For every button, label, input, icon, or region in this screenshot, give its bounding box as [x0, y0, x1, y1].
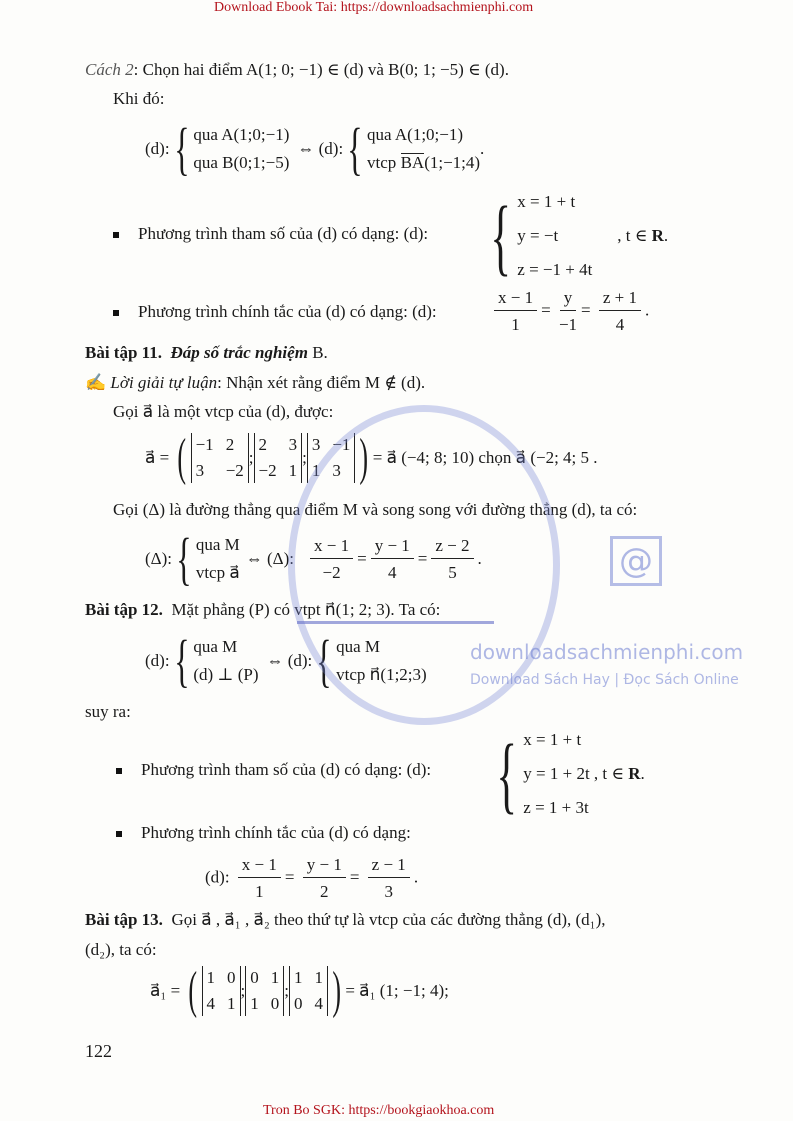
exercise-13-line2: (d₂), ta có:: [85, 940, 157, 959]
sys1-row: qua A(1;0;−1): [367, 125, 464, 144]
determinant: 2 3 −2 1: [254, 433, 303, 483]
determinant: 3 −1 1 3: [307, 433, 356, 483]
bullet-icon: [113, 310, 119, 316]
goi-a-text: Gọi a⃗ là một vtcp của (d), được:: [113, 402, 334, 421]
eq-y: y = −t: [517, 226, 559, 245]
bullet3-text: Phương trình tham số của (d) có dạng: (d):: [141, 760, 432, 779]
numerator: y: [560, 288, 577, 311]
page-number: 122: [85, 1041, 112, 1061]
watermark-at-icon: @: [610, 536, 662, 586]
watermark-underline: [297, 621, 494, 624]
exercise-12-heading: Bài tập 12. Mặt phẳng (P) có vtpt n⃗(1; 2; 3). Ta có:: [85, 600, 441, 619]
brace: {: [173, 116, 190, 181]
bullet4-text: Phương trình chính tắc của (d) có dạng:: [141, 823, 411, 842]
cach2-text: : Chọn hai điểm A(1; 0; −1) ∈ (d) và B(0; 1; −5) ∈ (d).: [133, 60, 509, 79]
sys1-lhs: (d):: [145, 139, 170, 158]
exercise-13-heading: Bài tập 13. Gọi a⃗ , a⃗₁ , a⃗₂ theo thứ tự là vtcp của các đường thẳng (d), (d₁),: [85, 910, 606, 929]
sys1-row: qua B(0;1;−5): [193, 153, 290, 172]
system-d-two-points: [145, 116, 485, 181]
denominator: 1: [511, 315, 520, 334]
footer-link[interactable]: Tron Bo SGK: https://bookgiaokhoa.com: [263, 1103, 495, 1118]
period: .: [480, 139, 485, 158]
determinant: −1 2 3 −2: [191, 433, 249, 483]
eq-z: z = −1 + 4t: [517, 260, 593, 279]
cach2-label: Cách 2: [85, 60, 134, 79]
khi-do: Khi đó:: [113, 89, 165, 108]
loi-giai-line: ✍ Lời giải tự luận: Nhận xét rằng điểm M ∉ (d).: [85, 373, 426, 392]
sys1-row: qua A(1;0;−1): [193, 125, 290, 144]
system-d-12: (d): { qua M (d) ⊥ (P) ⇔ (d): { qua M vtcp n⃗(1;2;3): [145, 628, 427, 693]
watermark-slogan: Download Sách Hay | Đọc Sách Online: [470, 672, 739, 688]
goi-delta-text: Gọi (Δ) là đường thẳng qua điểm M và song song với đường thẳng (d), ta có:: [113, 500, 638, 519]
param-cond: , t ∈ R.: [617, 226, 669, 245]
system-delta: (Δ): { qua M vtcp a⃗ ⇔ (Δ): $\frac{x - 1}{-2}$ = $\frac{y - 1}{4}$ = $\frac{z - 2}{5}$ .: [145, 526, 482, 591]
vector-ba: BA: [400, 153, 425, 172]
brace: {: [347, 116, 363, 181]
header-download-link[interactable]: Download Ebook Tai: https://downloadsachmienphi.com: [214, 0, 534, 15]
exercise-11-heading: Bài tập 11. Đáp số trắc nghiệm B.: [85, 343, 328, 362]
bullet-icon: [116, 768, 122, 774]
matrix-a1-equation: a⃗₁ = ( 1 0 4 1 ; 0 1 1 0 ; 1 1 0 4 ) = a⃗₁ (1; −1; 4);: [150, 962, 449, 1019]
watermark-site: downloadsachmienphi.com: [470, 640, 744, 664]
numerator: x − 1: [494, 288, 537, 311]
system-parametric-1: [484, 188, 669, 284]
bullet2-text: Phương trình chính tắc của (d) có dạng: (d):: [138, 302, 437, 321]
numerator: z + 1: [599, 288, 641, 311]
canonical-eq-2: (d): $\frac{x - 1}{1}$ = $\frac{y - 1}{2}$ = $\frac{z - 1}{3}$ .: [205, 855, 419, 901]
equiv-sign: ⇔ (d):: [297, 139, 344, 158]
cach2-line: [85, 60, 509, 80]
pen-icon: ✍: [85, 373, 107, 392]
bullet-icon: [116, 831, 122, 837]
sys1-row: vtcp BA(1;−1;4): [367, 153, 481, 172]
suy-ra: suy ra:: [85, 702, 131, 721]
matrix-a-result: = a⃗ (−4; 8; 10) chọn a⃗ (−2; 4; 5 .: [372, 448, 598, 467]
system-parametric-2: { x = 1 + t y = 1 + 2t , t ∈ R. z = 1 + 3t: [496, 726, 645, 822]
canonical-eq-1: $\frac{x - 1}{1}$ = $\frac{y}{-1}$ = $\frac{z + 1}{4}$ .: [490, 288, 649, 335]
bullet-icon: [113, 232, 119, 238]
denominator: −1: [558, 315, 578, 334]
bullet1-text: Phương trình tham số của (d) có dạng: (d):: [138, 224, 429, 243]
matrix-a-equation: a⃗ = ( −1 2 3 −2 ; 2 3 −2 1 ; 3 −1 1 3 ) = a⃗ (−4; 8; 10) chọn a⃗ (−2; 4; 5 .: [145, 429, 598, 486]
denominator: 4: [615, 315, 625, 334]
brace: {: [490, 188, 511, 284]
eq-x: x = 1 + t: [517, 192, 576, 211]
